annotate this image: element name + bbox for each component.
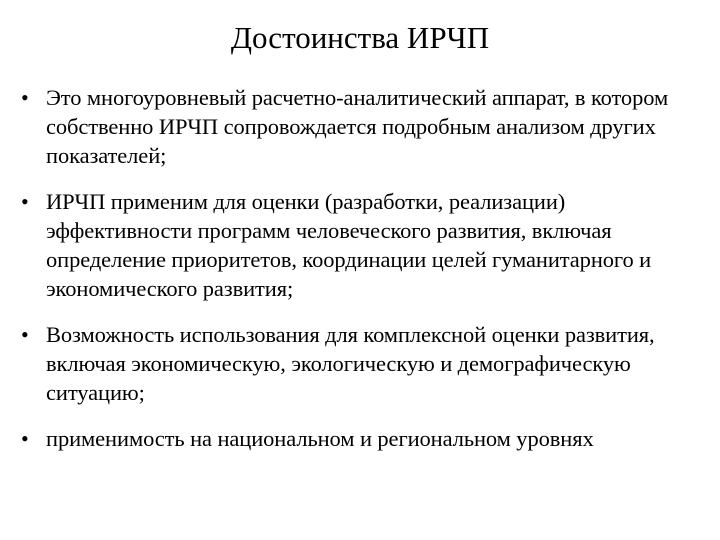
bullet-item-4	[20, 424, 700, 453]
bullet-item-1	[20, 83, 700, 170]
slide-title: Достоинства ИРЧП	[230, 20, 490, 55]
bullet-text-3: Возможность использования для комплексной оценки развития, включая экономическую, экологическую и демографическую ситуацию;	[46, 322, 655, 405]
bullet-dot-icon: •	[21, 426, 29, 451]
bullet-dot-icon: •	[21, 85, 29, 110]
bullet-text-4: применимость на национальном и региональном уровнях	[46, 426, 594, 451]
bullet-text-1: Это многоуровневый расчетно-аналитический аппарат, в котором собственно ИРЧП сопровождается подробным анализом других показателей;	[46, 85, 669, 168]
bullet-item-3	[20, 320, 700, 407]
bullet-dot-icon: •	[21, 322, 29, 347]
bullet-dot-icon: •	[21, 189, 29, 214]
bullet-item-2	[20, 187, 700, 303]
bullet-list	[20, 83, 700, 453]
bullet-text-2: ИРЧП применим для оценки (разработки, реализации) эффективности программ человеческого развития, включая определение приоритетов, координации целей гуманитарного и экономического развития;	[46, 189, 652, 301]
